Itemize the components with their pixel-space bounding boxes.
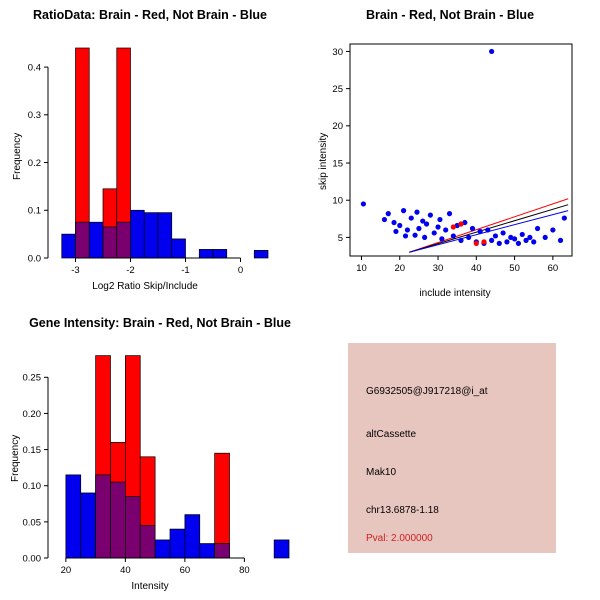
gene-info-box bbox=[348, 343, 556, 553]
info-event-type: altCassette bbox=[366, 429, 417, 440]
svg-text:0.10: 0.10 bbox=[22, 481, 41, 493]
svg-text:50: 50 bbox=[509, 263, 520, 274]
info-locus: chr13.6878-1.18 bbox=[366, 505, 439, 516]
svg-text:-2: -2 bbox=[126, 265, 135, 276]
panel-intensity-histogram bbox=[0, 300, 320, 600]
intensity-xaxis-label: Intensity bbox=[131, 581, 169, 592]
svg-text:0.0: 0.0 bbox=[27, 253, 41, 265]
svg-text:0.1: 0.1 bbox=[27, 205, 41, 217]
svg-text:-3: -3 bbox=[71, 265, 80, 276]
svg-text:30: 30 bbox=[332, 46, 343, 58]
ratio-yaxis-label: Frequency bbox=[12, 132, 23, 180]
svg-text:60: 60 bbox=[547, 263, 559, 274]
svg-text:0.05: 0.05 bbox=[22, 517, 41, 529]
scatter-plot bbox=[300, 0, 600, 300]
info-probeset-id: G6932505@J917218@i_at bbox=[366, 386, 488, 397]
svg-text:0.25: 0.25 bbox=[22, 372, 41, 384]
svg-text:20: 20 bbox=[332, 121, 343, 133]
svg-text:0.00: 0.00 bbox=[22, 553, 41, 565]
svg-text:0.3: 0.3 bbox=[27, 110, 41, 122]
panel-ratio-title: RatioData: Brain - Red, Not Brain - Blue bbox=[32, 8, 268, 22]
info-gene-symbol: Mak10 bbox=[366, 467, 397, 478]
svg-text:0.15: 0.15 bbox=[22, 444, 41, 456]
svg-text:40: 40 bbox=[471, 263, 482, 274]
svg-text:25: 25 bbox=[332, 84, 343, 96]
scatter-title: Brain - Red, Not Brain - Blue bbox=[365, 8, 535, 22]
svg-text:30: 30 bbox=[432, 263, 444, 274]
svg-text:60: 60 bbox=[179, 565, 191, 576]
svg-text:-1: -1 bbox=[181, 265, 190, 276]
svg-text:5: 5 bbox=[337, 232, 343, 244]
svg-text:0.20: 0.20 bbox=[22, 408, 41, 420]
intensity-histogram-plot bbox=[0, 300, 320, 600]
svg-text:40: 40 bbox=[120, 565, 131, 576]
svg-text:20: 20 bbox=[60, 565, 72, 576]
svg-text:0: 0 bbox=[237, 265, 244, 276]
scatter-xaxis-label: include intensity bbox=[419, 288, 491, 299]
panel-scatter bbox=[300, 0, 600, 300]
svg-text:80: 80 bbox=[239, 565, 250, 576]
ratio-xaxis-label: Log2 Ratio Skip/Include bbox=[92, 281, 198, 292]
svg-text:10: 10 bbox=[356, 263, 367, 274]
intensity-yaxis-label: Frequency bbox=[10, 434, 21, 482]
intensity-title: Gene Intensity: Brain - Red, Not Brain - Blue bbox=[29, 316, 291, 330]
svg-text:0.4: 0.4 bbox=[27, 62, 41, 74]
svg-text:20: 20 bbox=[394, 263, 406, 274]
svg-text:15: 15 bbox=[332, 158, 343, 170]
svg-text:10: 10 bbox=[332, 195, 343, 207]
scatter-yaxis-label: skip intensity bbox=[318, 132, 329, 190]
svg-text:0.2: 0.2 bbox=[27, 157, 41, 169]
panel-ratio-histogram bbox=[0, 0, 300, 300]
info-pval: Pval: 2.000000 bbox=[366, 533, 433, 544]
ratio-histogram-plot bbox=[0, 0, 300, 300]
